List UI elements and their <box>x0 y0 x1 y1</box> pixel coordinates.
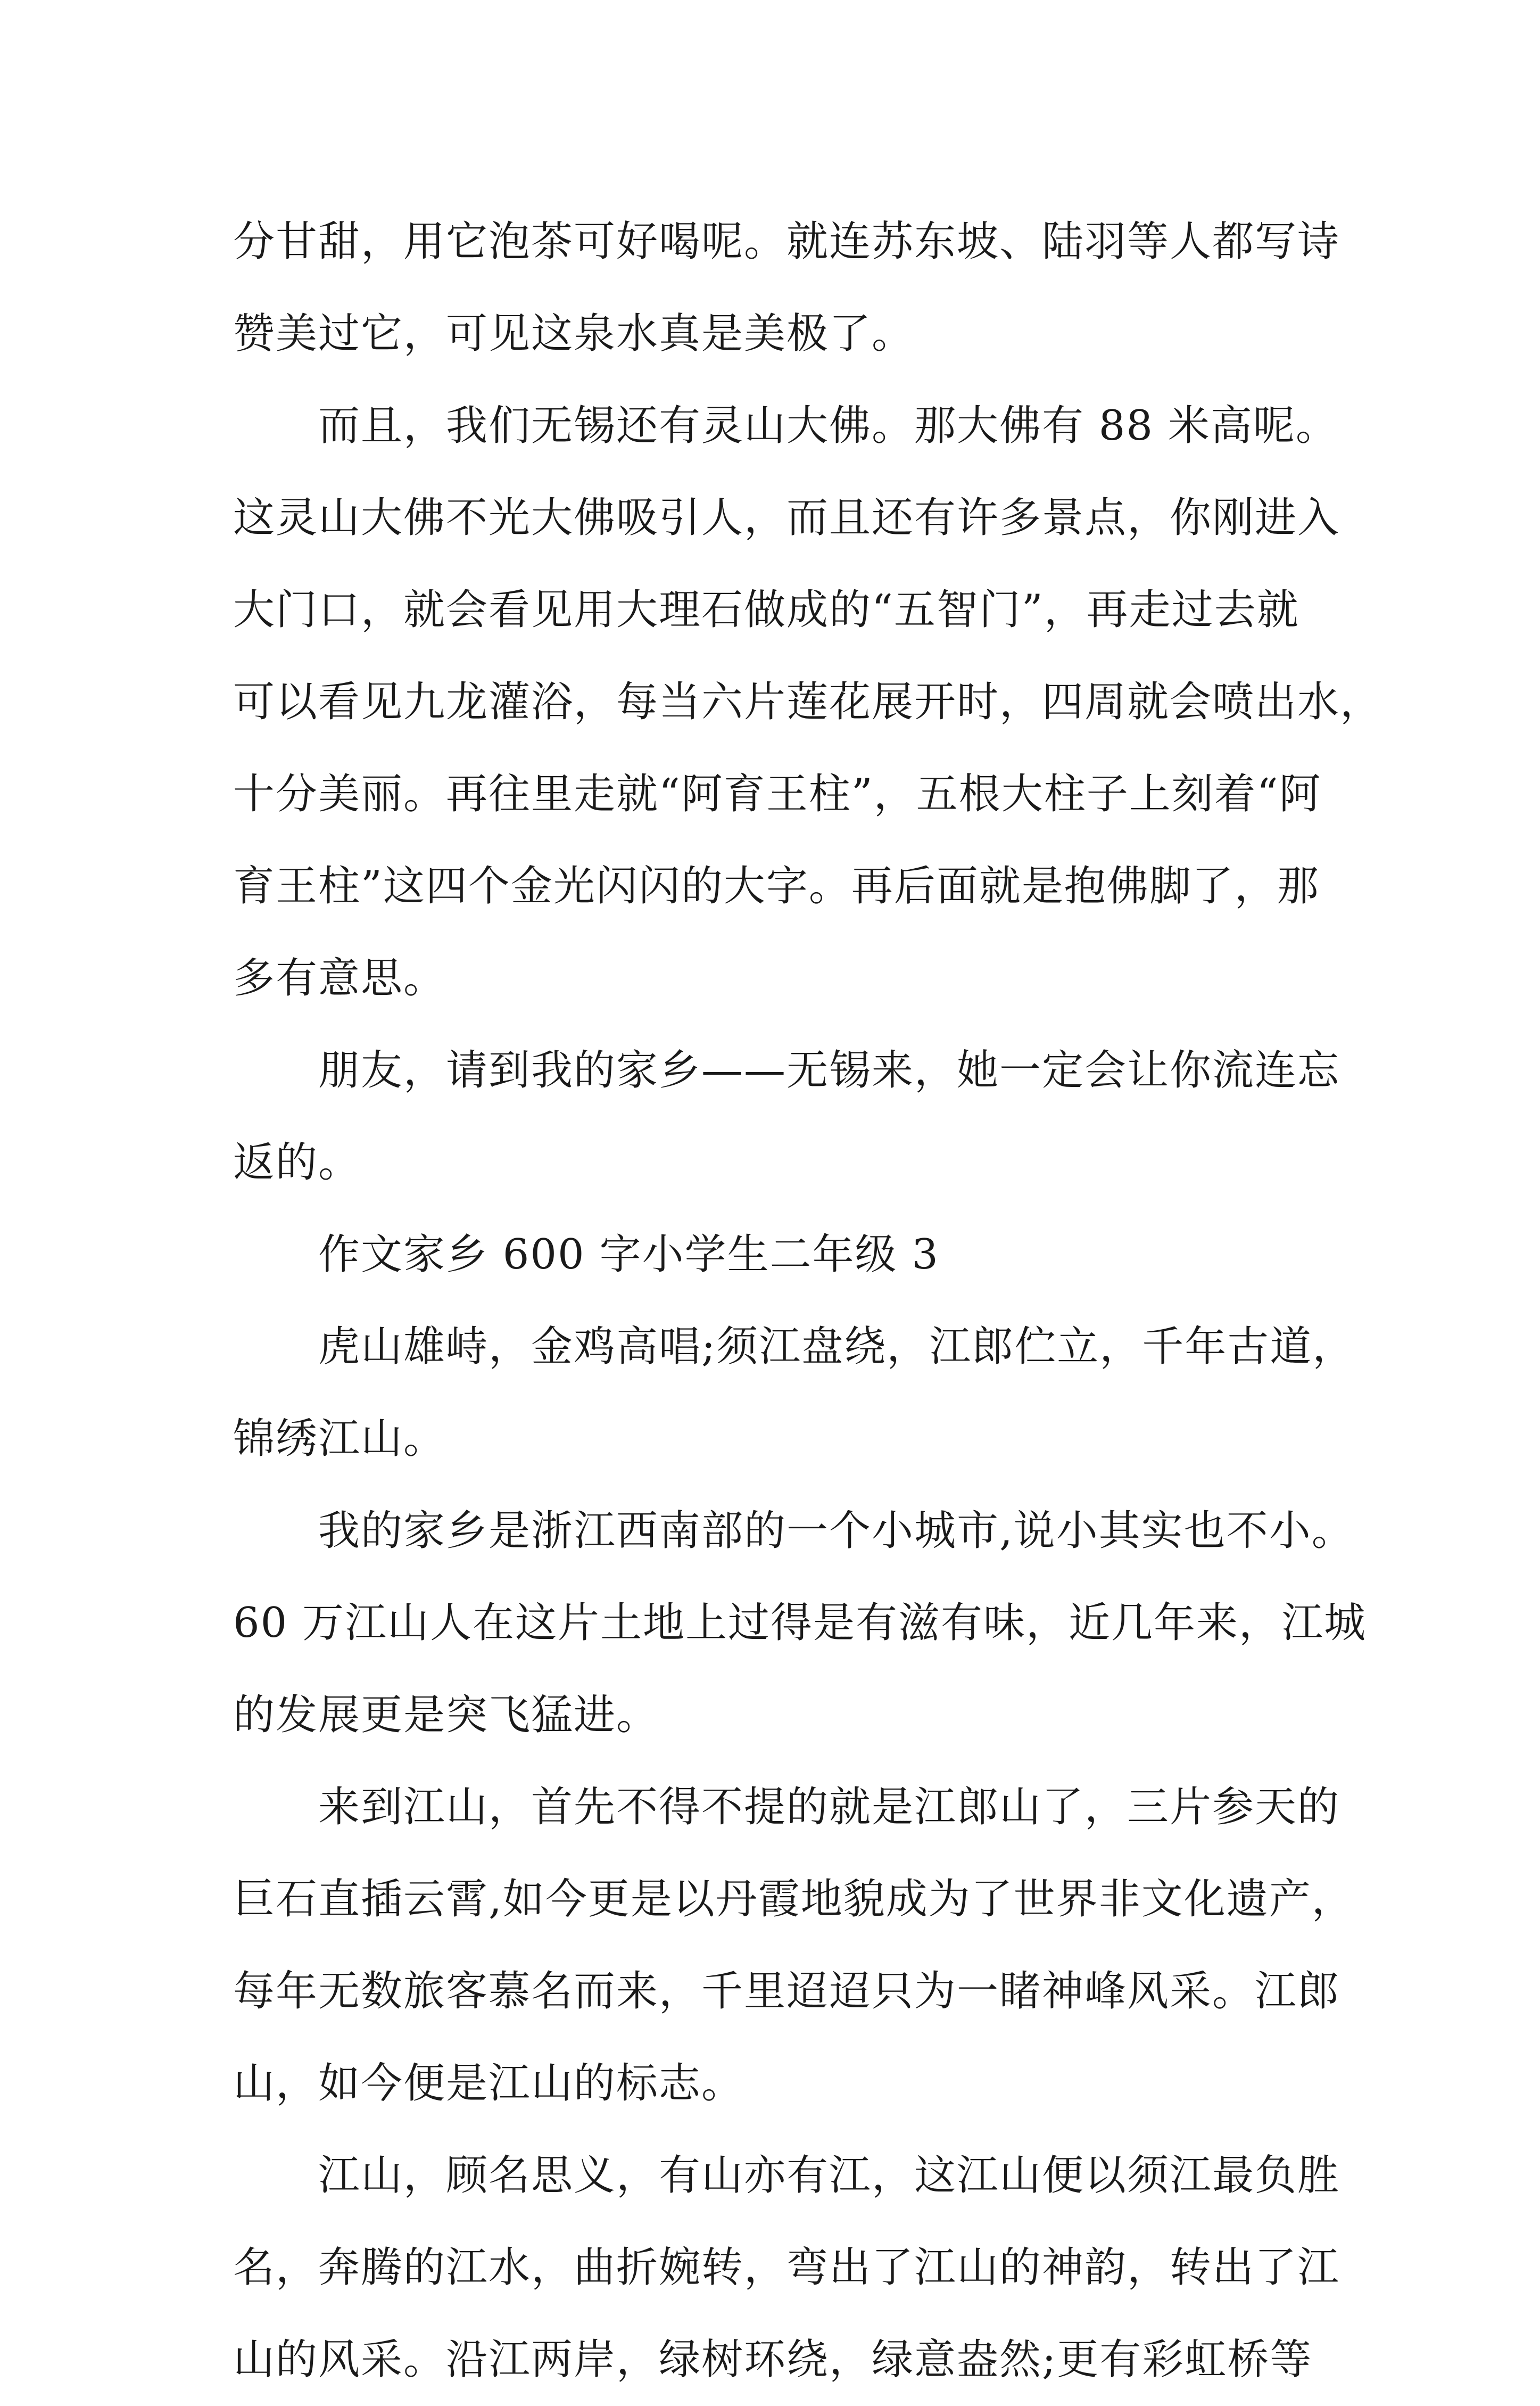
text-line: 我的家乡是浙江西南部的一个小城市,说小其实也不小。 <box>318 1507 1354 1555</box>
paragraph-2 <box>233 380 1383 1025</box>
text-line: 而且，我们无锡还有灵山大佛。那大佛有 88 米高呢。 <box>318 402 1338 450</box>
section-heading <box>233 1209 1319 1301</box>
text-line: 每年无数旅客慕名而来，千里迢迢只为一睹神峰风采。江郎 <box>233 1967 1340 2015</box>
text-line: 赞美过它，可见这泉水真是美极了。 <box>233 310 915 358</box>
text-line: 锦绣江山。 <box>233 1415 446 1463</box>
text-line: 山的风采。沿江两岸，绿树环绕，绿意盎然;更有彩虹桥等 <box>233 2336 1313 2384</box>
text-line: 朋友，请到我的家乡——无锡来，她一定会让你流连忘 <box>318 1047 1340 1094</box>
paragraph-6 <box>233 1761 1354 2130</box>
paragraph-7 <box>233 2130 1340 2406</box>
text-line: 返的。 <box>233 1139 361 1186</box>
text-line: 分甘甜，用它泡茶可好喝呢。就连苏东坡、陆羽等人都写诗 <box>233 218 1340 266</box>
paragraph-3 <box>233 1025 1340 1209</box>
text-line: 的发展更是突飞猛进。 <box>233 1691 659 1739</box>
paragraph-4 <box>233 1301 1355 1485</box>
heading-line: 作文家乡 600 字小学生二年级 3 <box>318 1231 939 1279</box>
text-line: 可以看见九龙灌浴，每当六片莲花展开时，四周就会喷出水， <box>233 678 1383 726</box>
text-line: 十分美丽。再往里走就“阿育王柱”，五根大柱子上刻着“阿 <box>233 770 1322 818</box>
text-line: 江山，顾名思义，有山亦有江，这江山便以须江最负胜 <box>318 2152 1340 2199</box>
text-line: 育王柱”这四个金光闪闪的大字。再后面就是抱佛脚了，那 <box>233 862 1320 910</box>
text-line: 60 万江山人在这片土地上过得是有滋有味，近几年来，江城 <box>233 1599 1367 1647</box>
text-line: 山，如今便是江山的标志。 <box>233 2059 744 2107</box>
text-line: 多有意思。 <box>233 954 446 1002</box>
paragraph-1 <box>233 196 1340 380</box>
document-body <box>233 196 1383 2406</box>
text-line: 大门口，就会看见用大理石做成的“五智门”，再走过去就 <box>233 586 1299 634</box>
text-line: 巨石直插云霄,如今更是以丹霞地貌成为了世界非文化遗产， <box>233 1875 1354 1923</box>
paragraph-5 <box>233 1485 1367 1761</box>
text-line: 虎山雄峙，金鸡高唱;须江盘绕，江郎伫立，千年古道， <box>318 1323 1355 1371</box>
text-line: 名，奔腾的江水，曲折婉转，弯出了江山的神韵，转出了江 <box>233 2244 1340 2292</box>
text-line: 来到江山，首先不得不提的就是江郎山了，三片参天的 <box>318 1783 1340 1831</box>
text-line: 这灵山大佛不光大佛吸引人，而且还有许多景点，你刚进入 <box>233 494 1340 542</box>
